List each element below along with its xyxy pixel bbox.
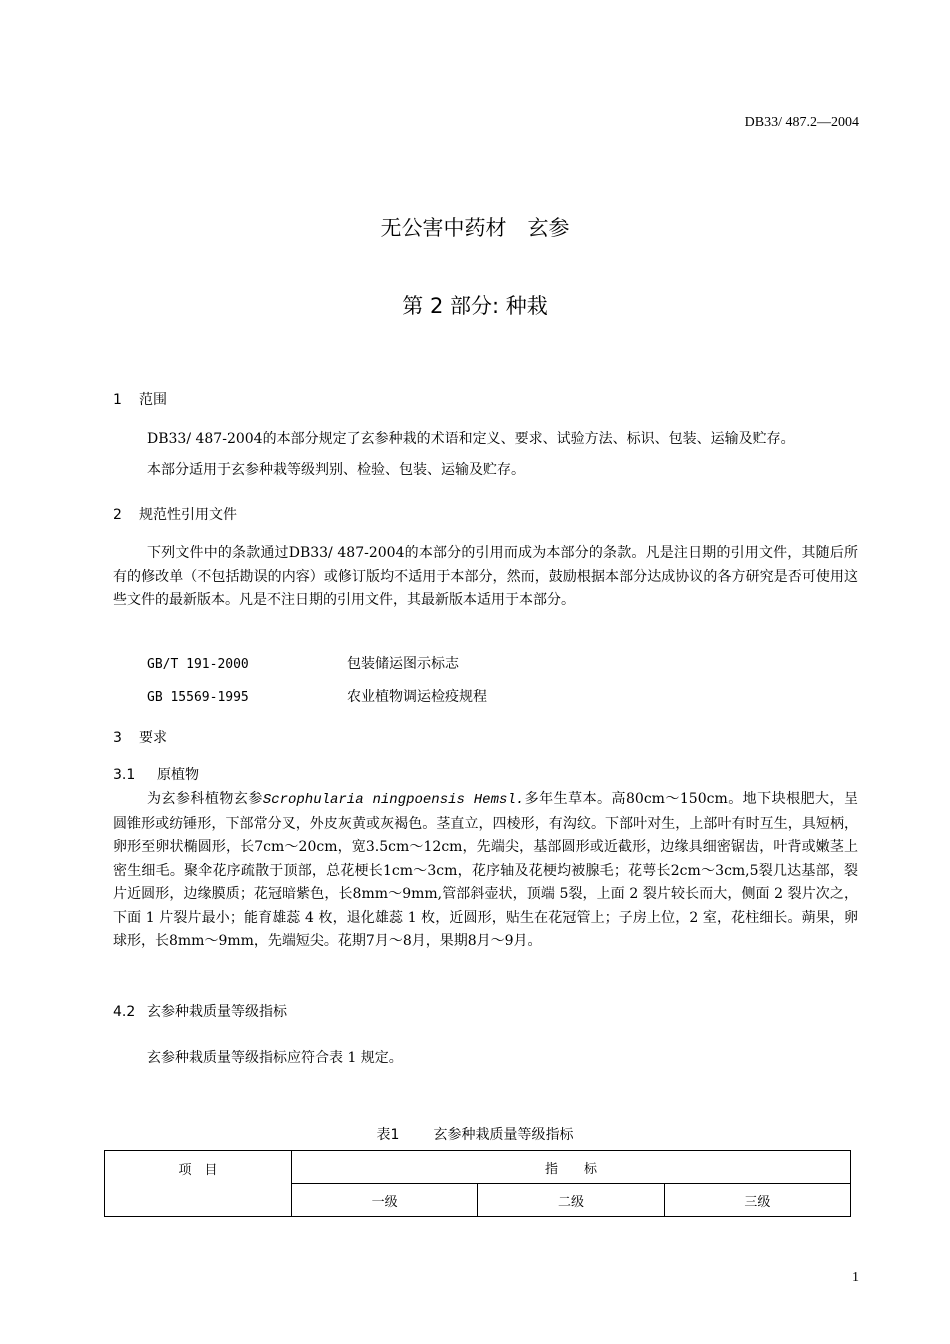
section-1-title: 范围	[139, 392, 167, 408]
section-3-1-heading	[113, 764, 199, 784]
reference-code: GB/T 191-2000	[147, 657, 249, 672]
reference-code: GB 15569-1995	[147, 690, 249, 705]
quality-grade-table	[104, 1150, 851, 1217]
document-code: DB33/ 487.2—2004	[744, 115, 859, 130]
table-grade-1: 一级	[292, 1184, 478, 1217]
page-number: 1	[852, 1270, 859, 1285]
plant-text-before: 为玄参科植物玄参	[147, 791, 263, 807]
section-3-number: 3	[113, 730, 122, 746]
section-4-2-heading	[113, 1001, 287, 1021]
section-3-heading	[113, 727, 167, 747]
section-4-2-number: 4.2	[113, 1004, 136, 1020]
table-header-row	[105, 1151, 851, 1184]
reference-title: 农业植物调运检疫规程	[347, 689, 487, 705]
document-title: 无公害中药材 玄参	[380, 216, 570, 240]
section-1-paragraph-1: DB33/ 487-2004的本部分规定了玄参种栽的术语和定义、要求、试验方法、标识、包装、运输及贮存。	[147, 431, 795, 447]
latin-name: Scrophularia ningpoensis Hemsl.	[262, 792, 525, 808]
section-2-number: 2	[113, 507, 122, 523]
table-grade-2: 二级	[478, 1184, 664, 1217]
normative-reference	[147, 686, 487, 706]
section-3-1-paragraph	[113, 788, 858, 954]
section-3-1-number: 3.1	[113, 767, 136, 783]
section-4-2-title: 玄参种栽质量等级指标	[147, 1004, 287, 1020]
section-3-1-title: 原植物	[157, 767, 199, 783]
section-3-title: 要求	[139, 730, 167, 746]
section-4-2-paragraph: 玄参种栽质量等级指标应符合表 1 规定。	[147, 1050, 403, 1066]
section-2-title: 规范性引用文件	[139, 507, 237, 523]
section-1-heading	[113, 389, 167, 409]
section-2-heading	[113, 504, 237, 524]
table-header-index: 指 标	[292, 1151, 851, 1184]
table-header-item: 项 目	[105, 1151, 292, 1217]
table-grade-3: 三级	[664, 1184, 850, 1217]
document-part-title: 第 2 部分: 种栽	[402, 294, 548, 318]
table-caption	[0, 1124, 950, 1144]
section-2-paragraph: 下列文件中的条款通过DB33/ 487-2004的本部分的引用而成为本部分的条款。凡是注日期的引用文件，其随后所有的修改单（不包括勘误的内容）或修订版均不适用于本部分，然而，鼓励根据本部分达成协议的各方研究是否可使用这些文件的最新版本。凡是不注日期的引用文件，其最新版本适用于本部分。	[113, 545, 858, 608]
section-1-number: 1	[113, 392, 122, 408]
section-1-paragraph-2: 本部分适用于玄参种栽等级判别、检验、包装、运输及贮存。	[147, 462, 525, 478]
reference-title: 包装储运图示标志	[347, 656, 459, 672]
table-caption-number: 表1	[376, 1127, 400, 1143]
plant-description: 多年生草本。高80cm～150cm。地下块根肥大，呈圆锥形或纺锤形，下部常分叉，外皮灰黄或灰褐色。茎直立，四棱形，有沟纹。下部叶对生，上部叶有时互生，具短柄，卵形至卵状椭圆形，长7cm～20cm，宽3.5cm～12cm，先端尖，基部圆形或近截形，边缘具细密锯齿，叶背或嫩茎上密生细毛。聚伞花序疏散于顶部，总花梗长1cm～3cm，花序轴及花梗均被腺毛；花萼长2cm～3cm,5裂几达基部，裂片近圆形，边缘膜质；花冠暗紫色，长8mm～9mm,管部斜壶状，顶端 5裂，上面 2 裂片较长而大，侧面 2 裂片次之，下面 1 片裂片最小；能育雄蕊 4 枚，退化雄蕊 1 枚，近圆形，贴生在花冠管上；子房上位，2 室，花柱细长。蒴果，卵球形，长8mm～9mm，先端短尖。花期7月～8月，果期8月～9月。	[113, 791, 858, 949]
table-caption-title: 玄参种栽质量等级指标	[433, 1127, 574, 1143]
normative-reference	[147, 653, 459, 673]
